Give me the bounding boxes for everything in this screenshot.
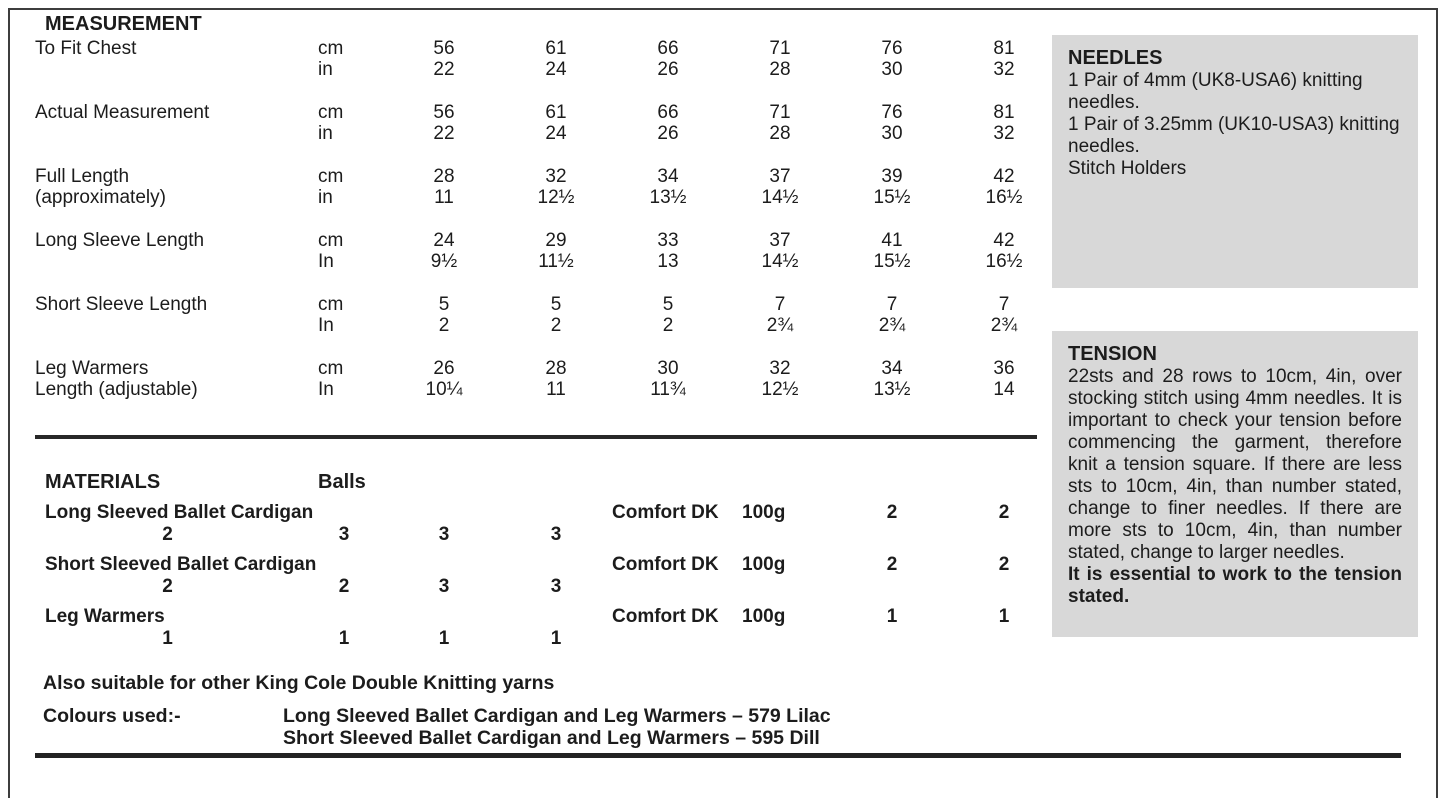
unit-label-cm: cm <box>318 230 344 251</box>
unit-label-cm: cm <box>318 358 344 379</box>
bottom-rule <box>35 753 1401 758</box>
measurement-value: 2 <box>662 315 674 336</box>
measurement-value: 34 <box>657 166 679 187</box>
materials-ball-weight: 100g <box>742 502 786 523</box>
measurement-row <box>35 294 1041 336</box>
balls-column-header: Balls <box>318 471 366 493</box>
measurement-value: 76 <box>881 102 903 123</box>
measurement-value: 12½ <box>761 379 799 400</box>
measurement-row-label: Long Sleeve Length <box>35 230 205 251</box>
unit-label-cm: cm <box>318 102 344 123</box>
unit-label-in: in <box>318 123 333 144</box>
measurement-value: 24 <box>545 59 567 80</box>
measurement-row-label: To Fit Chest <box>35 38 137 59</box>
materials-ball-count: 2 <box>162 576 173 597</box>
measurement-value: 56 <box>433 102 455 123</box>
measurement-value: 39 <box>881 166 903 187</box>
unit-label-in: in <box>318 187 333 208</box>
unit-label-cm: cm <box>318 294 344 315</box>
materials-ball-count: 2 <box>162 524 173 545</box>
measurement-value: 30 <box>881 123 903 144</box>
materials-ball-count: 1 <box>338 628 350 649</box>
materials-ball-weight: 100g <box>742 606 786 627</box>
measurement-value: 34 <box>881 358 903 379</box>
colours-used-list <box>283 705 831 749</box>
measurement-row-label: Short Sleeve Length <box>35 294 208 315</box>
colour-line-long-sleeved: Long Sleeved Ballet Cardigan and Leg Warmers – 579 Lilac <box>283 705 831 727</box>
tension-title: TENSION <box>1068 343 1157 365</box>
materials-ball-count: 1 <box>550 628 562 649</box>
materials-ball-weight: 100g <box>742 554 786 575</box>
materials-ball-count: 1 <box>162 628 173 649</box>
materials-yarn-name: Comfort DK <box>612 502 719 523</box>
materials-row <box>35 606 1041 650</box>
measurement-value: 28 <box>769 123 791 144</box>
measurement-value: 12½ <box>537 187 575 208</box>
measurement-value: 28 <box>545 358 567 379</box>
materials-ball-count: 1 <box>886 606 898 627</box>
measurement-value: 11¾ <box>650 379 686 400</box>
measurement-value: 5 <box>550 294 562 315</box>
measurement-value: 71 <box>769 102 791 123</box>
materials-row <box>35 554 1041 598</box>
colour-line-short-sleeved: Short Sleeved Ballet Cardigan and Leg Warmers – 595 Dill <box>283 727 820 749</box>
measurement-row <box>35 166 1041 208</box>
materials-ball-count: 3 <box>438 576 450 597</box>
measurement-value: 2¾ <box>766 315 794 336</box>
needles-line-1: 1 Pair of 4mm (UK8-USA6) knitting needles. <box>1068 70 1363 113</box>
measurement-value: 14½ <box>761 251 799 272</box>
pattern-tables <box>35 12 1041 749</box>
materials-ball-count: 2 <box>886 554 898 575</box>
measurement-value: 15½ <box>873 187 911 208</box>
materials-ball-count: 2 <box>998 554 1010 575</box>
measurement-value: 13 <box>657 251 679 272</box>
materials-header-row <box>35 470 1041 494</box>
measurement-value: 61 <box>545 38 567 59</box>
measurement-value: 37 <box>769 230 791 251</box>
section-divider-rule <box>35 435 1037 439</box>
unit-label-in: In <box>318 379 334 400</box>
measurement-value: 9½ <box>430 251 458 272</box>
measurement-value: 16½ <box>985 251 1023 272</box>
measurement-value: 81 <box>993 38 1015 59</box>
measurement-value: 32 <box>769 358 791 379</box>
measurement-row <box>35 358 1041 400</box>
measurement-value: 14½ <box>761 187 799 208</box>
measurement-value: 37 <box>769 166 791 187</box>
measurement-value: 22 <box>433 123 455 144</box>
needles-line-2: 1 Pair of 3.25mm (UK10-USA3) knitting needles. <box>1068 114 1400 157</box>
measurement-value: 33 <box>657 230 679 251</box>
measurement-table <box>35 38 1041 400</box>
materials-ball-count: 1 <box>438 628 450 649</box>
measurement-value: 29 <box>545 230 567 251</box>
measurement-value: 30 <box>657 358 679 379</box>
measurement-value: 7 <box>998 294 1010 315</box>
materials-item-name: Leg Warmers <box>45 606 165 627</box>
tension-info-box <box>1052 331 1418 637</box>
measurement-value: 11 <box>434 187 454 208</box>
measurement-value: 66 <box>657 38 679 59</box>
measurement-value: 28 <box>769 59 791 80</box>
materials-ball-count: 1 <box>998 606 1010 627</box>
measurement-row <box>35 38 1041 80</box>
measurement-value: 2¾ <box>878 315 906 336</box>
unit-label-in: in <box>318 59 333 80</box>
measurement-value: 26 <box>657 59 679 80</box>
measurement-value: 14 <box>993 379 1015 400</box>
measurement-value: 32 <box>993 59 1015 80</box>
measurement-value: 61 <box>545 102 567 123</box>
needles-info-box <box>1052 35 1418 288</box>
materials-ball-count: 2 <box>338 576 350 597</box>
measurement-value: 7 <box>774 294 786 315</box>
measurement-value: 22 <box>433 59 455 80</box>
materials-ball-count: 2 <box>998 502 1010 523</box>
materials-ball-count: 3 <box>438 524 450 545</box>
measurement-row <box>35 102 1041 144</box>
measurement-value: 76 <box>881 38 903 59</box>
measurement-value: 2¾ <box>990 315 1018 336</box>
measurement-value: 13½ <box>873 379 911 400</box>
measurement-value: 24 <box>545 123 567 144</box>
measurement-value: 81 <box>993 102 1015 123</box>
materials-ball-count: 3 <box>550 524 562 545</box>
materials-yarn-name: Comfort DK <box>612 554 719 575</box>
measurement-row-label: Leg Warmers <box>35 358 149 379</box>
measurement-row-label-line2: Length (adjustable) <box>35 379 198 400</box>
measurement-value: 26 <box>433 358 455 379</box>
unit-label-in: In <box>318 315 334 336</box>
measurement-value: 16½ <box>985 187 1023 208</box>
measurement-value: 42 <box>993 166 1015 187</box>
measurement-value: 11 <box>546 379 566 400</box>
measurement-row-label-line2: (approximately) <box>35 187 166 208</box>
measurement-value: 11½ <box>538 251 574 272</box>
measurement-value: 10¼ <box>425 379 463 400</box>
measurement-value: 66 <box>657 102 679 123</box>
measurement-row-label: Actual Measurement <box>35 102 210 123</box>
materials-table <box>35 502 1041 650</box>
measurement-row-label-line2 <box>35 59 300 80</box>
materials-yarn-name: Comfort DK <box>612 606 719 627</box>
unit-label-cm: cm <box>318 166 344 187</box>
measurement-value: 13½ <box>649 187 687 208</box>
materials-ball-count: 3 <box>338 524 350 545</box>
measurement-value: 2 <box>550 315 562 336</box>
measurement-value: 30 <box>881 59 903 80</box>
measurement-value: 26 <box>657 123 679 144</box>
measurement-row-label-line2 <box>35 315 300 336</box>
tension-body-text: 22sts and 28 rows to 10cm, 4in, over stocking stitch using 4mm needles. It is important to check your tension before commencing the garment, therefore knit a tension square. If there are less sts to 10cm, 4in, than number stated, change to finer needles. If there are more sts to 10cm, 4in, than number stated, change to larger needles. <box>1068 366 1402 563</box>
materials-row <box>35 502 1041 546</box>
measurement-value: 5 <box>438 294 450 315</box>
measurement-row <box>35 230 1041 272</box>
measurement-value: 32 <box>993 123 1015 144</box>
measurement-row-label: Full Length <box>35 166 130 187</box>
measurement-value: 15½ <box>873 251 911 272</box>
substitute-yarn-note: Also suitable for other King Cole Double Knitting yarns <box>43 672 555 694</box>
measurement-value: 41 <box>881 230 903 251</box>
unit-label-in: In <box>318 251 334 272</box>
measurement-value: 5 <box>662 294 674 315</box>
colours-used-section <box>35 705 1041 749</box>
measurement-value: 7 <box>886 294 898 315</box>
measurement-value: 56 <box>433 38 455 59</box>
materials-ball-count: 2 <box>886 502 898 523</box>
materials-title: MATERIALS <box>45 471 161 493</box>
measurement-value: 71 <box>769 38 791 59</box>
needles-title: NEEDLES <box>1068 47 1163 69</box>
measurement-value: 42 <box>993 230 1015 251</box>
needles-line-3: Stitch Holders <box>1068 158 1187 179</box>
materials-ball-count: 3 <box>550 576 562 597</box>
measurement-value: 24 <box>433 230 455 251</box>
colours-used-label: Colours used:- <box>43 705 181 727</box>
measurement-value: 32 <box>545 166 567 187</box>
measurement-row-label-line2 <box>35 251 300 272</box>
measurement-value: 2 <box>438 315 450 336</box>
materials-item-name: Long Sleeved Ballet Cardigan <box>45 502 314 523</box>
measurement-value: 36 <box>993 358 1015 379</box>
measurement-title: MEASUREMENT <box>45 13 202 35</box>
unit-label-cm: cm <box>318 38 344 59</box>
measurement-value: 28 <box>433 166 455 187</box>
measurement-row-label-line2 <box>35 123 300 144</box>
tension-emphasis-text: It is essential to work to the tension stated. <box>1068 564 1402 607</box>
materials-item-name: Short Sleeved Ballet Cardigan <box>45 554 317 575</box>
